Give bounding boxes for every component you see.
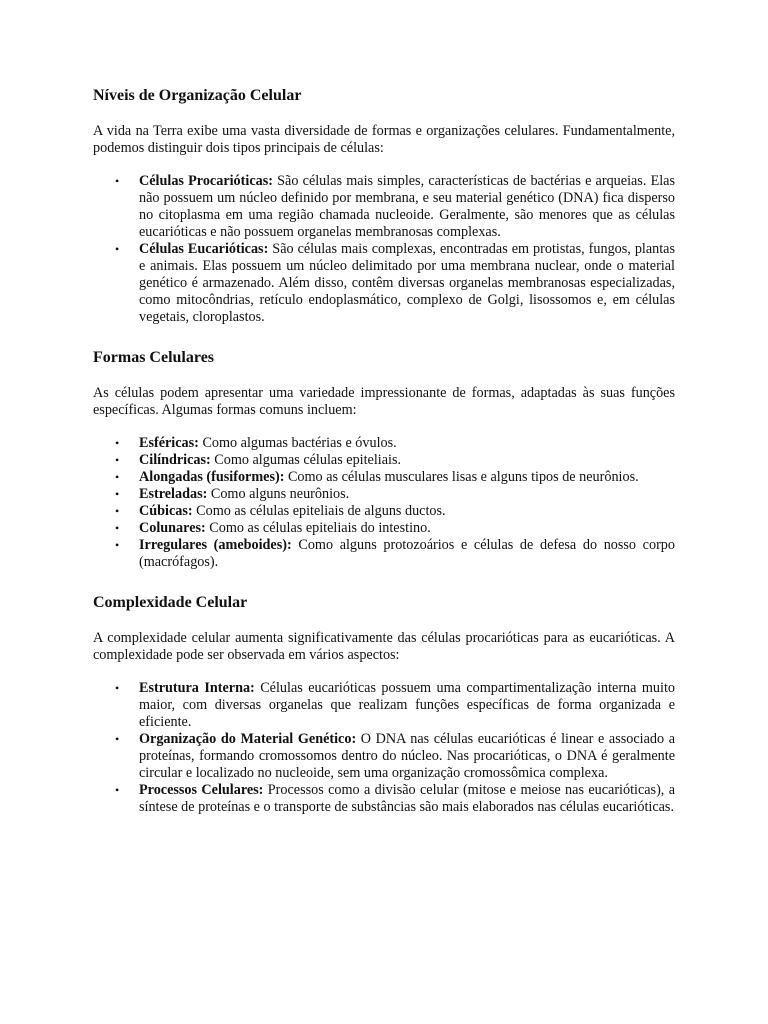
list-item-text: São células mais complexas, encontradas em protistas, fungos, plantas e animais. Elas possuem um núcleo delimitado por uma membrana nuclear, onde o material genético é armazenado. Além disso, contêm diversas organelas membranosas especializadas, como mitocôndrias, retículo endoplasmático, complexo de Golgi, lisossomos e, em células vegetais, cloroplastos. xyxy=(139,241,676,325)
list-item xyxy=(93,680,675,731)
bullet-icon: • xyxy=(115,538,120,552)
list-item-text: Como alguns protozoários e células de defesa do nosso corpo (macrófagos). xyxy=(139,537,675,570)
list-item-text: Como alguns neurônios. xyxy=(207,486,350,502)
list-item xyxy=(93,520,675,537)
bullet-list-complexidade xyxy=(93,680,675,816)
bullet-list-niveis xyxy=(93,173,675,326)
list-item-term: Cilíndricas: xyxy=(139,452,211,468)
section-title-niveis: Níveis de Organização Celular xyxy=(93,87,302,104)
list-item xyxy=(93,537,675,571)
list-item xyxy=(93,469,675,486)
section-intro-niveis: A vida na Terra exibe uma vasta diversidade de formas e organizações celulares. Fundamentalmente, podemos distinguir dois tipos principais de células: xyxy=(93,123,675,156)
list-item-text: Como algumas células epiteliais. xyxy=(210,452,402,468)
list-item-text: O DNA nas células eucarióticas é linear e associado a proteínas, formando cromossomos dentro do núcleo. Nas procarióticas, o DNA é geralmente circular e localizado no nucleoide, sem uma organização cromossômica complexa. xyxy=(139,731,675,781)
list-item-term: Irregulares (ameboides): xyxy=(139,537,292,553)
list-item xyxy=(93,503,675,520)
bullet-icon: • xyxy=(115,487,120,501)
bullet-icon: • xyxy=(115,174,120,188)
bullet-icon: • xyxy=(115,453,120,467)
bullet-icon: • xyxy=(115,504,120,518)
list-item xyxy=(93,241,675,326)
list-item-term: Alongadas (fusiformes): xyxy=(139,469,285,485)
list-item-text: Como as células musculares lisas e alguns tipos de neurônios. xyxy=(284,469,639,485)
list-item-term: Células Eucarióticas: xyxy=(139,241,269,257)
bullet-icon: • xyxy=(115,521,120,535)
bullet-icon: • xyxy=(115,242,120,256)
list-item-text: Como as células epiteliais do intestino. xyxy=(205,520,431,536)
section-title-formas: Formas Celulares xyxy=(93,349,215,366)
list-item xyxy=(93,435,675,452)
list-item-text: Processos como a divisão celular (mitose e meiose nas eucarióticas), a síntese de proteínas e o transporte de substâncias são mais elaborados nas células eucarióticas. xyxy=(139,782,676,815)
list-item-term: Estrutura Interna: xyxy=(139,680,255,696)
bullet-icon: • xyxy=(115,681,120,695)
list-item-term: Esféricas: xyxy=(139,435,199,451)
list-item-text: Células eucarióticas possuem uma compartimentalização interna muito maior, com diversas organelas que realizam funções específicas de forma organizada e eficiente. xyxy=(139,680,675,730)
list-item-term: Estreladas: xyxy=(139,486,208,502)
list-item-term: Organização do Material Genético: xyxy=(139,731,357,747)
bullet-icon: • xyxy=(115,436,120,450)
list-item-term: Colunares: xyxy=(139,520,206,536)
list-item-text: Como algumas bactérias e óvulos. xyxy=(198,435,397,451)
section-intro-complexidade: A complexidade celular aumenta significativamente das células procarióticas para as eucarióticas. A complexidade pode ser observada em vários aspectos: xyxy=(93,630,675,663)
section-intro-formas: As células podem apresentar uma variedade impressionante de formas, adaptadas às suas funções específicas. Algumas formas comuns incluem: xyxy=(93,385,675,418)
bullet-list-formas xyxy=(93,435,675,571)
list-item xyxy=(93,486,675,503)
list-item xyxy=(93,782,675,816)
bullet-icon: • xyxy=(115,783,120,797)
list-item xyxy=(93,173,675,241)
list-item-term: Cúbicas: xyxy=(139,503,193,519)
bullet-icon: • xyxy=(115,470,120,484)
list-item-term: Processos Celulares: xyxy=(139,782,264,798)
list-item-text: Como as células epiteliais de alguns ductos. xyxy=(192,503,446,519)
list-item xyxy=(93,452,675,469)
list-item-text: São células mais simples, características de bactérias e arqueias. Elas não possuem um núcleo definido por membrana, e seu material genético (DNA) fica disperso no citoplasma em uma região chamada nucleoide. Geralmente, são menores que as células eucarióticas e não possuem organelas membranosas complexas. xyxy=(139,173,675,240)
bullet-icon: • xyxy=(115,732,120,746)
section-title-complexidade: Complexidade Celular xyxy=(93,594,248,611)
list-item-term: Células Procarióticas: xyxy=(139,173,273,189)
list-item xyxy=(93,731,675,782)
